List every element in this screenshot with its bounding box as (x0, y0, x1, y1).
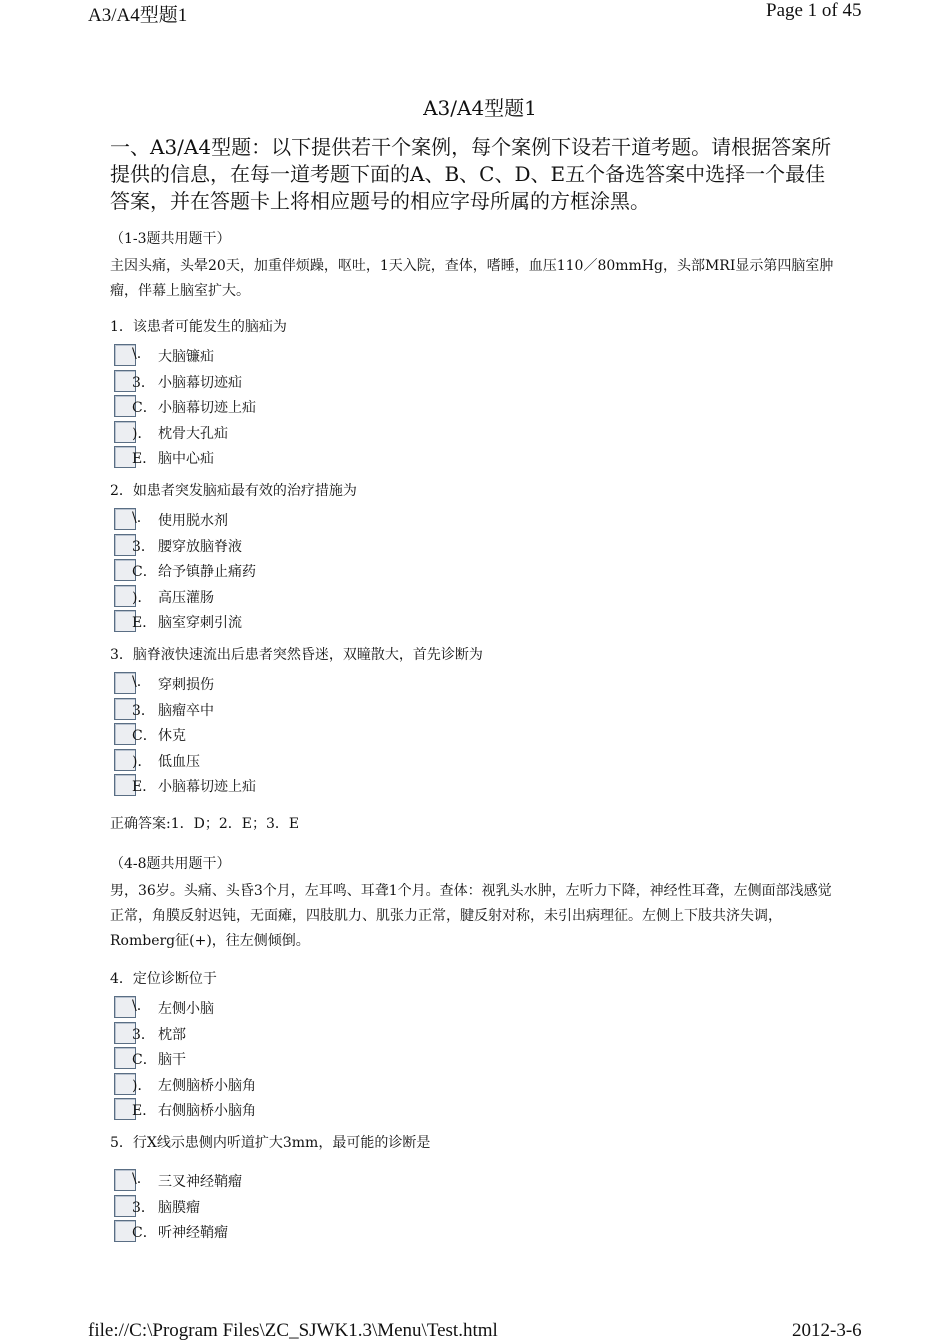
correct-answer: 正确答案:1．D；2．E；3．E (110, 816, 300, 832)
group-label: （4-8题共用题干） (110, 856, 231, 872)
question-text: 1．该患者可能发生的脑疝为 (110, 319, 287, 335)
group-label: （1-3题共用题干） (110, 231, 231, 247)
case-stem: 主因头痛，头晕20天，加重伴烦躁，呕吐，1天入院，查体，嗜睡，血压110／80mmHg，头部MRI显示第四脑室肿瘤，伴幕上脑室扩大。 (110, 258, 834, 299)
footer-date: 2012-3-6 (792, 1320, 862, 1341)
section-intro: 一、A3/A4型题：以下提供若干个案例，每个案例下设若干道考题。请根据答案所提供的信息，在每一道考题下面的A、B、C、D、E五个备选答案中选择一个最佳答案，并在答题卡上将相应题号的相应字母所属的方框涂黑。 (110, 135, 832, 213)
question-text: 2．如患者突发脑疝最有效的治疗措施为 (110, 483, 357, 499)
footer-file-path: file://C:\Program Files\ZC_SJWK1.3\Menu\Test.html (88, 1320, 498, 1341)
question-text: 3．脑脊液快速流出后患者突然昏迷，双瞳散大，首先诊断为 (110, 647, 483, 663)
question-text: 5．行X线示患侧内听道扩大3mm，最可能的诊断是 (110, 1135, 431, 1151)
header-page-number: Page 1 of 45 (766, 0, 862, 21)
question-text: 4．定位诊断位于 (110, 971, 217, 987)
case-stem: 男，36岁。头痛、头昏3个月，左耳鸣、耳聋1个月。查体：视乳头水肿，左听力下降，神经性耳聋，左侧面部浅感觉正常，角膜反射迟钝，无面瘫，四肢肌力、肌张力正常，腱反射对称，未引出病理征。左侧上下肢共济失调，Romberg征(+)，往左侧倾倒。 (110, 883, 832, 949)
header-title: A3/A4型题1 (88, 5, 188, 26)
page-title: A3/A4型题1 (423, 96, 537, 120)
